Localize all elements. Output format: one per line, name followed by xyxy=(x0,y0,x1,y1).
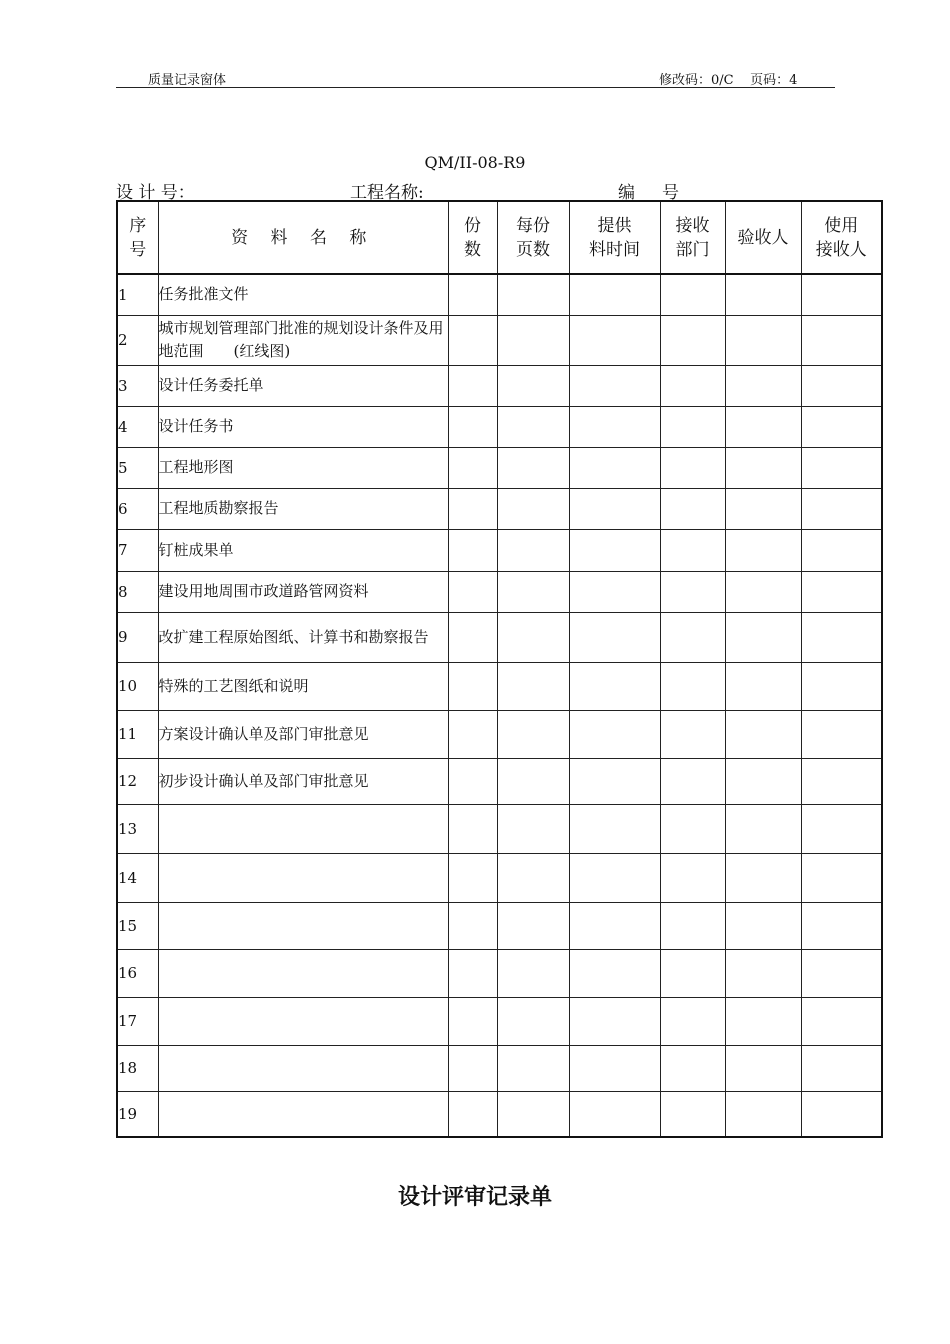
copies-cell[interactable] xyxy=(448,488,497,529)
user-receiver-cell[interactable] xyxy=(801,997,882,1045)
row-number: 12 xyxy=(117,758,158,804)
user-receiver-cell[interactable] xyxy=(801,612,882,662)
table-row xyxy=(117,902,882,949)
table-row xyxy=(117,406,882,447)
material-name-cell xyxy=(158,1045,448,1091)
row-number: 8 xyxy=(117,571,158,612)
provide-time-cell[interactable] xyxy=(569,710,660,758)
table-row xyxy=(117,853,882,902)
user-receiver-cell[interactable] xyxy=(801,447,882,488)
table-row xyxy=(117,571,882,612)
copies-cell[interactable] xyxy=(448,997,497,1045)
acceptor-cell[interactable] xyxy=(725,804,801,853)
header-copies: 份 数 xyxy=(448,201,497,274)
copies-cell[interactable] xyxy=(448,853,497,902)
copies-cell[interactable] xyxy=(448,406,497,447)
user-receiver-cell[interactable] xyxy=(801,274,882,315)
acceptor-cell[interactable] xyxy=(725,853,801,902)
copies-cell[interactable] xyxy=(448,315,497,365)
user-receiver-cell[interactable] xyxy=(801,662,882,710)
material-name-cell: 任务批准文件 xyxy=(158,274,448,315)
receiving-dept-cell[interactable] xyxy=(660,274,725,315)
pages-cell[interactable] xyxy=(497,853,569,902)
user-receiver-cell[interactable] xyxy=(801,406,882,447)
receiving-dept-cell[interactable] xyxy=(660,758,725,804)
material-name-cell xyxy=(158,1091,448,1137)
copies-cell[interactable] xyxy=(448,571,497,612)
material-name-cell xyxy=(158,997,448,1045)
material-name-cell: 工程地形图 xyxy=(158,447,448,488)
header-provide-time: 提供 料时间 xyxy=(569,201,660,274)
row-number: 1 xyxy=(117,274,158,315)
row-number: 7 xyxy=(117,529,158,571)
material-name-cell: 方案设计确认单及部门审批意见 xyxy=(158,710,448,758)
row-number: 14 xyxy=(117,853,158,902)
receiving-dept-cell[interactable] xyxy=(660,365,725,406)
row-number: 17 xyxy=(117,997,158,1045)
acceptor-cell[interactable] xyxy=(725,274,801,315)
acceptor-cell[interactable] xyxy=(725,488,801,529)
provide-time-cell[interactable] xyxy=(569,1045,660,1091)
section-title: 设计评审记录单 xyxy=(397,1184,552,1210)
pages-cell[interactable] xyxy=(497,1045,569,1091)
pages-cell[interactable] xyxy=(497,758,569,804)
receiving-dept-cell[interactable] xyxy=(660,662,725,710)
table-row xyxy=(117,949,882,997)
copies-cell[interactable] xyxy=(448,447,497,488)
pages-cell[interactable] xyxy=(497,949,569,997)
materials-table xyxy=(116,200,883,1138)
copies-cell[interactable] xyxy=(448,758,497,804)
provide-time-cell[interactable] xyxy=(569,406,660,447)
receiving-dept-cell[interactable] xyxy=(660,571,725,612)
receiving-dept-cell[interactable] xyxy=(660,710,725,758)
pages-cell[interactable] xyxy=(497,710,569,758)
header-acceptor: 验收人 xyxy=(725,201,801,274)
material-name-cell: 钉桩成果单 xyxy=(158,529,448,571)
material-name-cell xyxy=(158,949,448,997)
material-name-cell: 设计任务书 xyxy=(158,406,448,447)
copies-cell[interactable] xyxy=(448,612,497,662)
provide-time-cell[interactable] xyxy=(569,315,660,365)
receiving-dept-cell[interactable] xyxy=(660,804,725,853)
acceptor-cell[interactable] xyxy=(725,949,801,997)
provide-time-cell[interactable] xyxy=(569,949,660,997)
user-receiver-cell[interactable] xyxy=(801,1091,882,1137)
user-receiver-cell[interactable] xyxy=(801,758,882,804)
provide-time-cell[interactable] xyxy=(569,571,660,612)
acceptor-cell[interactable] xyxy=(725,662,801,710)
provide-time-cell[interactable] xyxy=(569,488,660,529)
table-row xyxy=(117,662,882,710)
receiving-dept-cell[interactable] xyxy=(660,488,725,529)
pages-cell[interactable] xyxy=(497,1091,569,1137)
user-receiver-cell[interactable] xyxy=(801,529,882,571)
table-row xyxy=(117,315,882,365)
copies-cell[interactable] xyxy=(448,274,497,315)
table-row xyxy=(117,447,882,488)
receiving-dept-cell[interactable] xyxy=(660,529,725,571)
pages-cell[interactable] xyxy=(497,571,569,612)
receiving-dept-cell[interactable] xyxy=(660,853,725,902)
provide-time-cell[interactable] xyxy=(569,997,660,1045)
material-name-cell: 工程地质勘察报告 xyxy=(158,488,448,529)
row-number: 5 xyxy=(117,447,158,488)
copies-cell[interactable] xyxy=(448,804,497,853)
provide-time-cell[interactable] xyxy=(569,804,660,853)
row-number: 16 xyxy=(117,949,158,997)
receiving-dept-cell[interactable] xyxy=(660,997,725,1045)
table-row xyxy=(117,529,882,571)
user-receiver-cell[interactable] xyxy=(801,571,882,612)
provide-time-cell[interactable] xyxy=(569,1091,660,1137)
provide-time-cell[interactable] xyxy=(569,529,660,571)
document-code: QM/II-08-R9 xyxy=(424,153,526,172)
provide-time-cell[interactable] xyxy=(569,902,660,949)
pages-cell[interactable] xyxy=(497,315,569,365)
header-pages-per-copy: 每份 页数 xyxy=(497,201,569,274)
row-number: 4 xyxy=(117,406,158,447)
material-name-cell: 改扩建工程原始图纸、计算书和勘察报告 xyxy=(158,612,448,662)
receiving-dept-cell[interactable] xyxy=(660,1091,725,1137)
header-form-name: 质量记录窗体 xyxy=(148,73,227,88)
receiving-dept-cell[interactable] xyxy=(660,902,725,949)
table-row xyxy=(117,274,882,315)
user-receiver-cell[interactable] xyxy=(801,365,882,406)
table-header-row xyxy=(117,201,882,274)
material-name-cell xyxy=(158,804,448,853)
provide-time-cell[interactable] xyxy=(569,274,660,315)
acceptor-cell[interactable] xyxy=(725,447,801,488)
material-name-cell: 特殊的工艺图纸和说明 xyxy=(158,662,448,710)
copies-cell[interactable] xyxy=(448,1045,497,1091)
header-revision-page: 修改码：0/C 页码：4 xyxy=(659,73,798,88)
acceptor-cell[interactable] xyxy=(725,571,801,612)
copies-cell[interactable] xyxy=(448,902,497,949)
serial-number-label: 编 号 xyxy=(618,183,680,203)
table-row xyxy=(117,804,882,853)
receiving-dept-cell[interactable] xyxy=(660,315,725,365)
user-receiver-cell[interactable] xyxy=(801,710,882,758)
copies-cell[interactable] xyxy=(448,529,497,571)
row-number: 13 xyxy=(117,804,158,853)
pages-cell[interactable] xyxy=(497,365,569,406)
user-receiver-cell[interactable] xyxy=(801,853,882,902)
user-receiver-cell[interactable] xyxy=(801,804,882,853)
provide-time-cell[interactable] xyxy=(569,758,660,804)
row-number: 6 xyxy=(117,488,158,529)
acceptor-cell[interactable] xyxy=(725,612,801,662)
acceptor-cell[interactable] xyxy=(725,529,801,571)
material-name-cell xyxy=(158,853,448,902)
table-row xyxy=(117,710,882,758)
row-number: 19 xyxy=(117,1091,158,1137)
user-receiver-cell[interactable] xyxy=(801,949,882,997)
pages-cell[interactable] xyxy=(497,406,569,447)
header-user-receiver: 使用 接收人 xyxy=(801,201,882,274)
copies-cell[interactable] xyxy=(448,1091,497,1137)
pages-cell[interactable] xyxy=(497,447,569,488)
acceptor-cell[interactable] xyxy=(725,902,801,949)
user-receiver-cell[interactable] xyxy=(801,315,882,365)
acceptor-cell[interactable] xyxy=(725,997,801,1045)
table-row xyxy=(117,997,882,1045)
pages-cell[interactable] xyxy=(497,997,569,1045)
user-receiver-cell[interactable] xyxy=(801,488,882,529)
copies-cell[interactable] xyxy=(448,365,497,406)
material-name-cell: 设计任务委托单 xyxy=(158,365,448,406)
pages-cell[interactable] xyxy=(497,529,569,571)
project-name-label: 工程名称: xyxy=(350,183,424,203)
provide-time-cell[interactable] xyxy=(569,447,660,488)
row-number: 10 xyxy=(117,662,158,710)
acceptor-cell[interactable] xyxy=(725,758,801,804)
row-number: 11 xyxy=(117,710,158,758)
pages-cell[interactable] xyxy=(497,662,569,710)
header-seq: 序 号 xyxy=(117,201,158,274)
provide-time-cell[interactable] xyxy=(569,853,660,902)
table-row xyxy=(117,612,882,662)
receiving-dept-cell[interactable] xyxy=(660,612,725,662)
row-number: 9 xyxy=(117,612,158,662)
material-name-cell: 城市规划管理部门批准的规划设计条件及用地范围 (红线图) xyxy=(158,315,448,365)
pages-cell[interactable] xyxy=(497,804,569,853)
table-row xyxy=(117,488,882,529)
pages-cell[interactable] xyxy=(497,612,569,662)
table-row xyxy=(117,365,882,406)
provide-time-cell[interactable] xyxy=(569,612,660,662)
table-row xyxy=(117,758,882,804)
receiving-dept-cell[interactable] xyxy=(660,406,725,447)
header-divider xyxy=(116,87,835,88)
copies-cell[interactable] xyxy=(448,662,497,710)
row-number: 3 xyxy=(117,365,158,406)
design-number-label: 设 计 号： xyxy=(116,183,195,203)
row-number: 15 xyxy=(117,902,158,949)
receiving-dept-cell[interactable] xyxy=(660,1045,725,1091)
acceptor-cell[interactable] xyxy=(725,1091,801,1137)
material-name-cell: 初步设计确认单及部门审批意见 xyxy=(158,758,448,804)
table-row xyxy=(117,1091,882,1137)
header-material-name: 资 料 名 称 xyxy=(158,201,448,274)
user-receiver-cell[interactable] xyxy=(801,1045,882,1091)
pages-cell[interactable] xyxy=(497,274,569,315)
row-number: 2 xyxy=(117,315,158,365)
user-receiver-cell[interactable] xyxy=(801,902,882,949)
acceptor-cell[interactable] xyxy=(725,365,801,406)
acceptor-cell[interactable] xyxy=(725,315,801,365)
pages-cell[interactable] xyxy=(497,488,569,529)
copies-cell[interactable] xyxy=(448,710,497,758)
receiving-dept-cell[interactable] xyxy=(660,447,725,488)
acceptor-cell[interactable] xyxy=(725,1045,801,1091)
row-number: 18 xyxy=(117,1045,158,1091)
provide-time-cell[interactable] xyxy=(569,662,660,710)
copies-cell[interactable] xyxy=(448,949,497,997)
material-name-cell xyxy=(158,902,448,949)
provide-time-cell[interactable] xyxy=(569,365,660,406)
receiving-dept-cell[interactable] xyxy=(660,949,725,997)
acceptor-cell[interactable] xyxy=(725,710,801,758)
table-row xyxy=(117,1045,882,1091)
pages-cell[interactable] xyxy=(497,902,569,949)
header-receiving-dept: 接收 部门 xyxy=(660,201,725,274)
acceptor-cell[interactable] xyxy=(725,406,801,447)
material-name-cell: 建设用地周围市政道路管网资料 xyxy=(158,571,448,612)
